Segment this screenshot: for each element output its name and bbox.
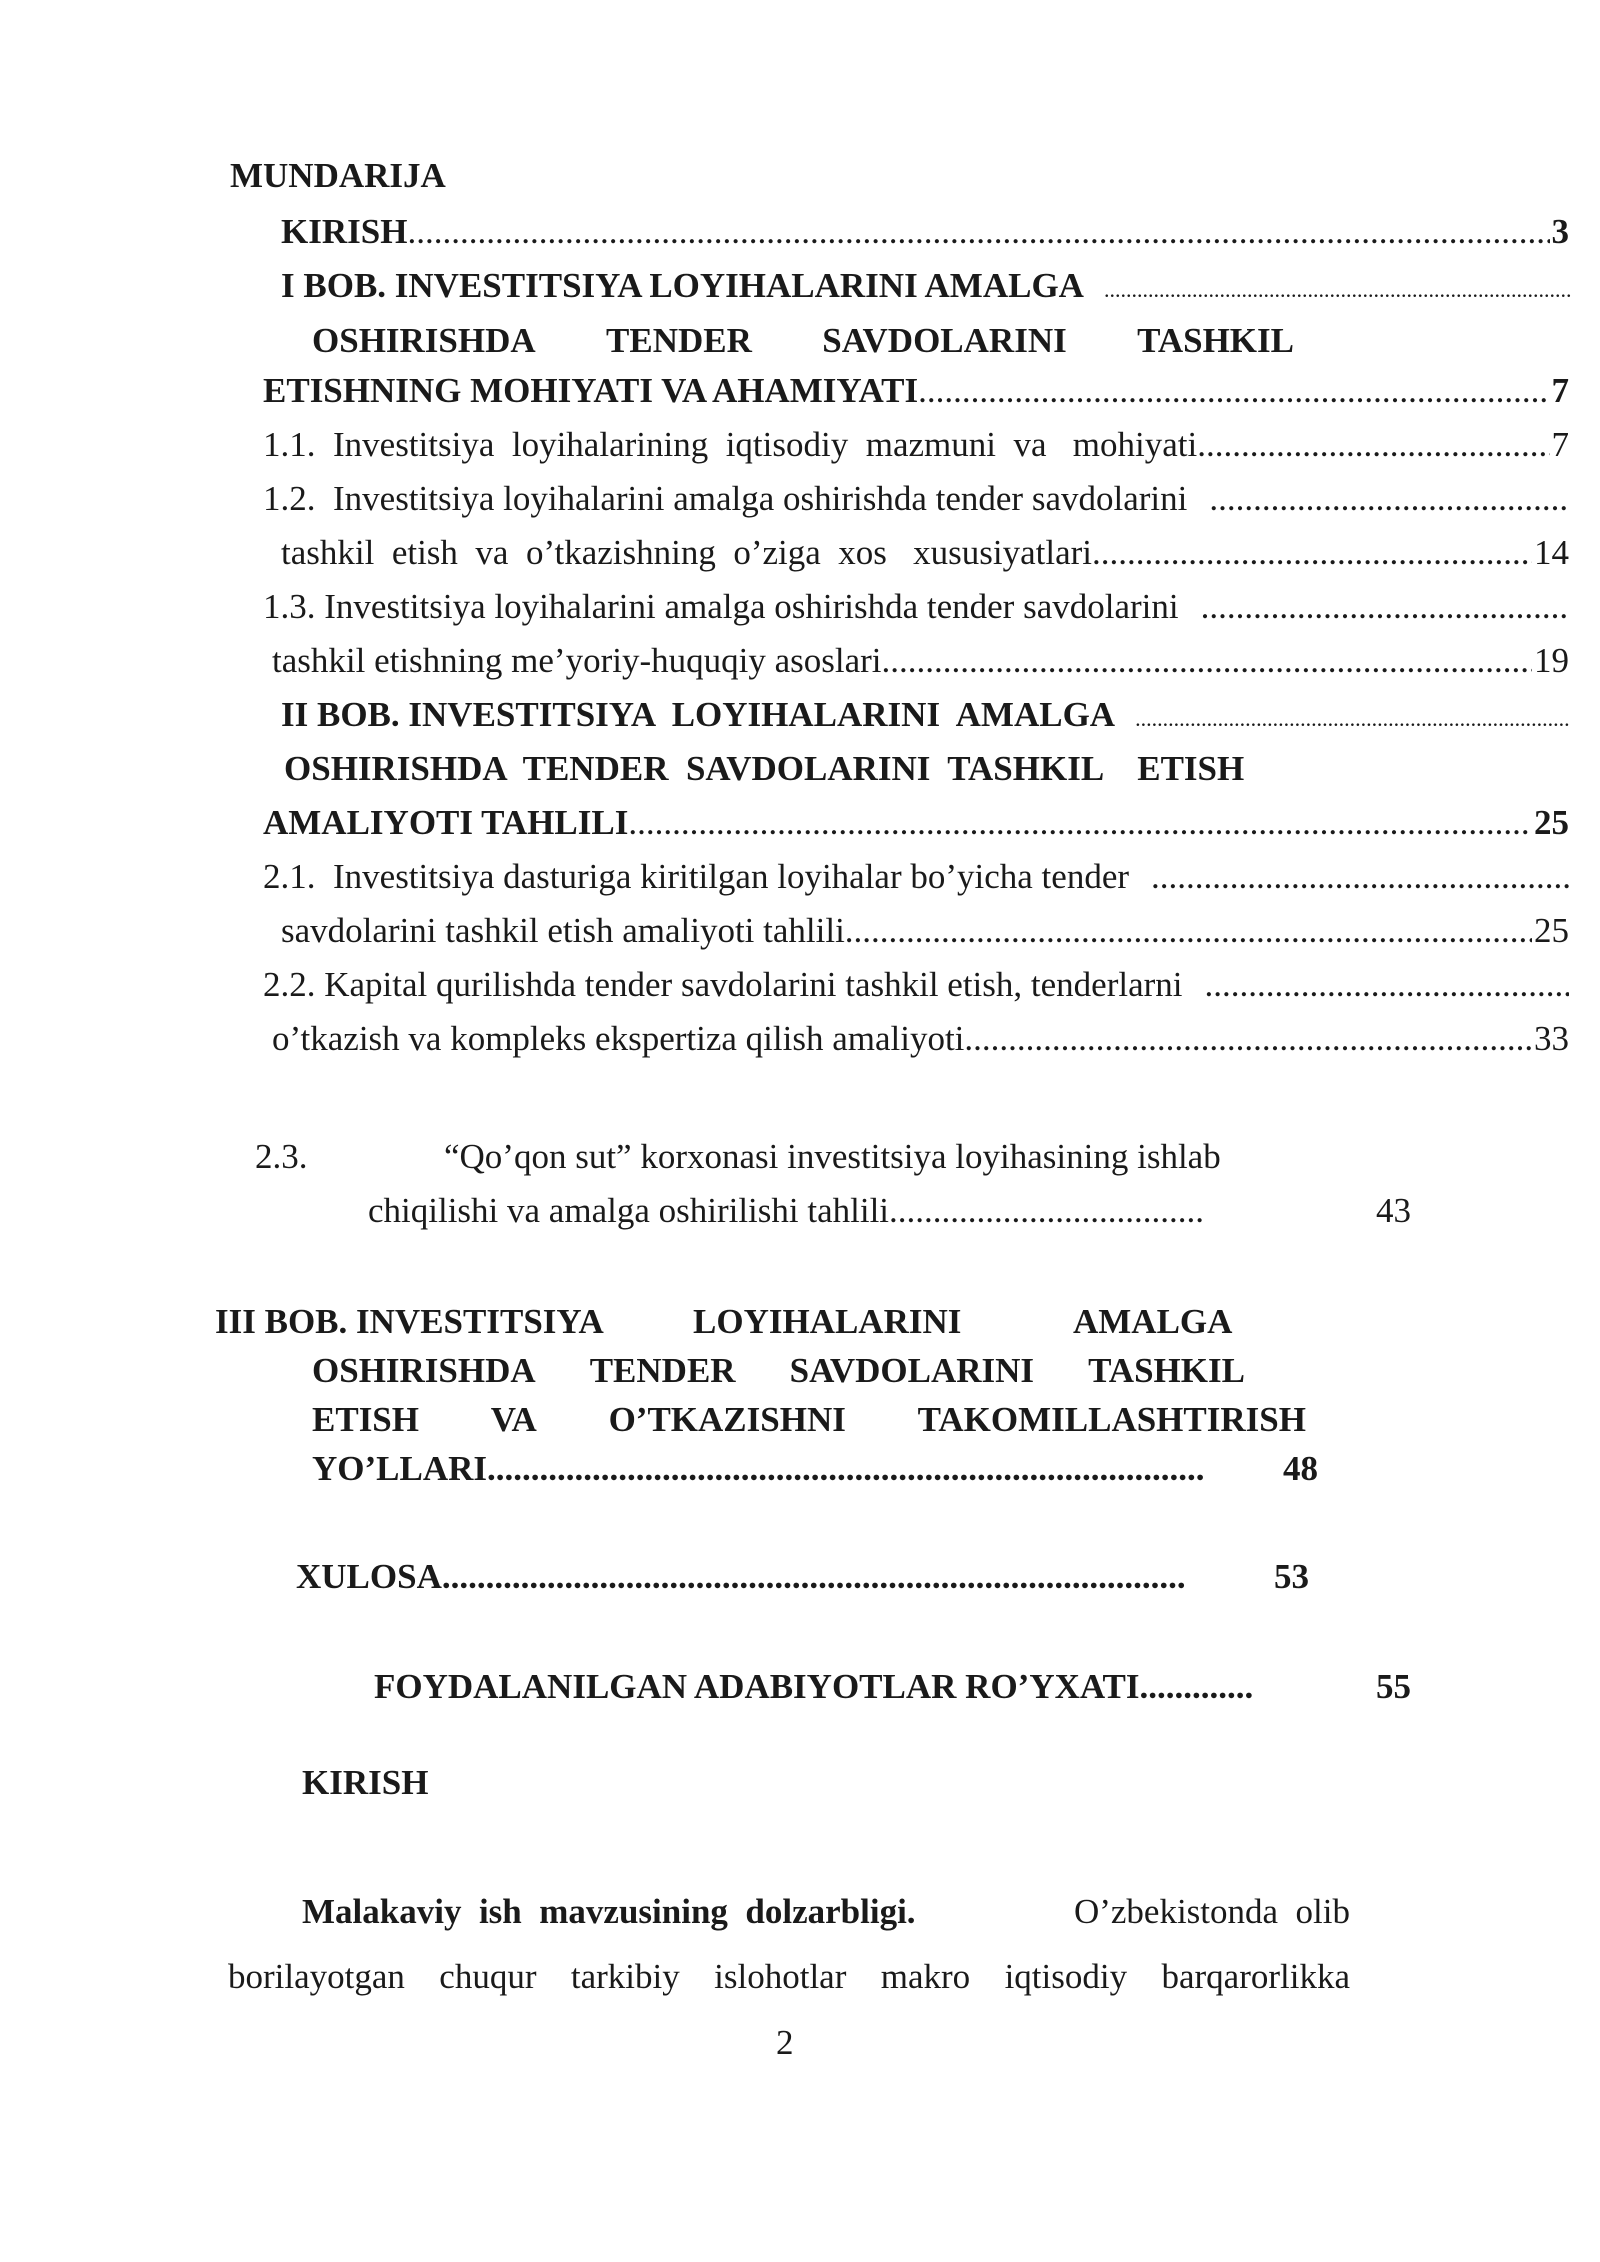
toc-page-number: 3 — [1551, 212, 1569, 251]
leader-dots — [918, 364, 1549, 418]
toc-entry-2-1-line2[interactable] — [281, 904, 1569, 958]
toc-entry-label: o’tkazish va kompleks ekspertiza qilish amaliyoti — [272, 1019, 965, 1058]
toc-entry-label: tashkil etishning me’yoriy-huquqiy asoslari — [272, 641, 882, 680]
toc-word: VA — [490, 1400, 537, 1439]
toc-entry-2-2-line1[interactable] — [263, 958, 1569, 1012]
toc-word: ETISH — [312, 1400, 419, 1439]
toc-entry-chapter1-line3[interactable] — [263, 364, 1569, 418]
toc-word: TAKOMILLASHTIRISH — [917, 1400, 1306, 1439]
toc-page-number: 43 — [1376, 1191, 1411, 1230]
toc-page-number: 7 — [1551, 425, 1569, 464]
leader-dots — [1179, 580, 1569, 634]
toc-entry-1-3-line1[interactable] — [263, 580, 1569, 634]
toc-entry-label: 2.1. Investitsiya dasturiga kiritilgan loyihalar bo’yicha tender — [263, 857, 1130, 896]
toc-word: SAVDOLARINI — [789, 1351, 1035, 1390]
leader-dots — [964, 1012, 1532, 1066]
toc-entry-label: KIRISH — [281, 212, 408, 251]
leader-dots — [1084, 263, 1571, 317]
toc-page-number: 25 — [1534, 803, 1569, 842]
toc-page-number: 48 — [1283, 1449, 1318, 1488]
toc-entry-chapter1-line2 — [312, 314, 1294, 368]
leader-dots — [882, 634, 1533, 688]
intro-title: KIRISH — [302, 1763, 429, 1802]
leader-dots — [1187, 472, 1569, 526]
intro-line1-rest: O’zbekistonda olib — [1073, 1892, 1350, 1931]
toc-word: TASHKIL — [1088, 1351, 1245, 1390]
toc-entry-2-3-line1[interactable]: “Qo’qon sut” korxonasi investitsiya loyihasining ishlab — [444, 1137, 1221, 1176]
toc-entry-1-3-line2[interactable] — [272, 634, 1569, 688]
toc-entry-label: ETISHNING MOHIYATI VA AHAMIYATI — [263, 371, 919, 410]
toc-entry-2-2-line2[interactable] — [272, 1012, 1569, 1066]
toc-entry-2-3-number: 2.3. — [255, 1137, 308, 1176]
toc-word: LOYIHALARINI — [693, 1302, 962, 1341]
toc-word: OSHIRISHDA — [312, 1351, 536, 1390]
toc-page-number: 14 — [1534, 533, 1569, 572]
toc-entry-label: 1.3. Investitsiya loyihalarini amalga oshirishda tender savdolarini — [263, 587, 1179, 626]
toc-entry-2-1-line1[interactable] — [263, 850, 1569, 904]
toc-entry-chapter3-line4[interactable]: YO’LLARI.................................................................................. — [312, 1449, 1205, 1488]
toc-entry-label: 2.2. Kapital qurilishda tender savdolarini tashkil etish, tenderlarni — [263, 965, 1183, 1004]
toc-word: TASHKIL — [1137, 321, 1294, 360]
toc-entry-chapter2-line3[interactable] — [263, 796, 1569, 850]
toc-entry-kirish[interactable] — [281, 205, 1569, 259]
toc-entry-chapter2-line1[interactable] — [281, 688, 1571, 746]
leader-dots — [1129, 850, 1569, 904]
toc-page-number: 53 — [1274, 1557, 1309, 1596]
toc-entry-label: 1.1. Investitsiya loyihalarining iqtisodiy mazmuni va mohiyati — [263, 425, 1198, 464]
toc-entry-label: tashkil etish va o’tkazishning o’ziga xos xususiyatlari — [281, 533, 1093, 572]
toc-page-number: 19 — [1534, 641, 1569, 680]
toc-entry-chapter2-line2: OSHIRISHDA TENDER SAVDOLARINI TASHKIL ETISH — [284, 749, 1245, 788]
toc-entry-label: I BOB. INVESTITSIYA LOYIHALARINI AMALGA — [281, 266, 1084, 305]
toc-page-number: 55 — [1376, 1667, 1411, 1706]
toc-word: III BOB. INVESTITSIYA — [215, 1302, 604, 1341]
toc-page-number: 25 — [1534, 911, 1569, 950]
toc-page-number: 33 — [1534, 1019, 1569, 1058]
page-number: 2 — [776, 2023, 794, 2062]
leader-dots — [628, 796, 1532, 850]
leader-dots — [1197, 418, 1549, 472]
toc-word: SAVDOLARINI — [822, 321, 1067, 360]
toc-entry-chapter3-line2 — [312, 1344, 1245, 1398]
intro-paragraph-line1 — [302, 1885, 1350, 1939]
intro-line2: borilayotgan chuqur tarkibiy islohotlar makro iqtisodiy barqarorlikka — [228, 1957, 1350, 1996]
toc-word: O’TKAZISHNI — [608, 1400, 846, 1439]
leader-dots — [407, 205, 1549, 259]
toc-page-number: 7 — [1551, 371, 1569, 410]
toc-entry-label: II BOB. INVESTITSIYA LOYIHALARINI AMALGA — [281, 695, 1116, 734]
leader-dots — [1115, 692, 1571, 746]
leader-dots — [1092, 526, 1532, 580]
toc-entry-label: 1.2. Investitsiya loyihalarini amalga oshirishda tender savdolarini — [263, 479, 1188, 518]
toc-heading: MUNDARIJA — [230, 156, 446, 195]
toc-entry-label: AMALIYOTI TAHLILI — [263, 803, 629, 842]
toc-word: TENDER — [606, 321, 752, 360]
toc-entry-1-1[interactable] — [263, 418, 1569, 472]
toc-word: OSHIRISHDA — [312, 321, 536, 360]
toc-entry-xulosa[interactable]: XULOSA..................................................................................... — [296, 1557, 1186, 1596]
leader-dots — [1183, 958, 1570, 1012]
intro-lead-bold: Malakaviy ish mavzusining dolzarbligi. — [302, 1892, 916, 1931]
leader-dots — [845, 904, 1532, 958]
toc-entry-adabiyotlar[interactable]: FOYDALANILGAN ADABIYOTLAR RO’YXATI............. — [374, 1667, 1254, 1706]
toc-entry-label: savdolarini tashkil etish amaliyoti tahlili — [281, 911, 845, 950]
toc-entry-chapter3-line3 — [312, 1393, 1306, 1447]
toc-entry-chapter1-line1[interactable] — [281, 259, 1571, 317]
toc-word: TENDER — [589, 1351, 736, 1390]
intro-paragraph-line2 — [228, 1950, 1350, 2004]
toc-entry-1-2-line2[interactable] — [281, 526, 1569, 580]
toc-entry-1-2-line1[interactable] — [263, 472, 1569, 526]
toc-entry-2-3-line2[interactable]: chiqilishi va amalga oshirilishi tahlili.................................... — [368, 1191, 1205, 1230]
toc-word: AMALGA — [1073, 1302, 1233, 1341]
